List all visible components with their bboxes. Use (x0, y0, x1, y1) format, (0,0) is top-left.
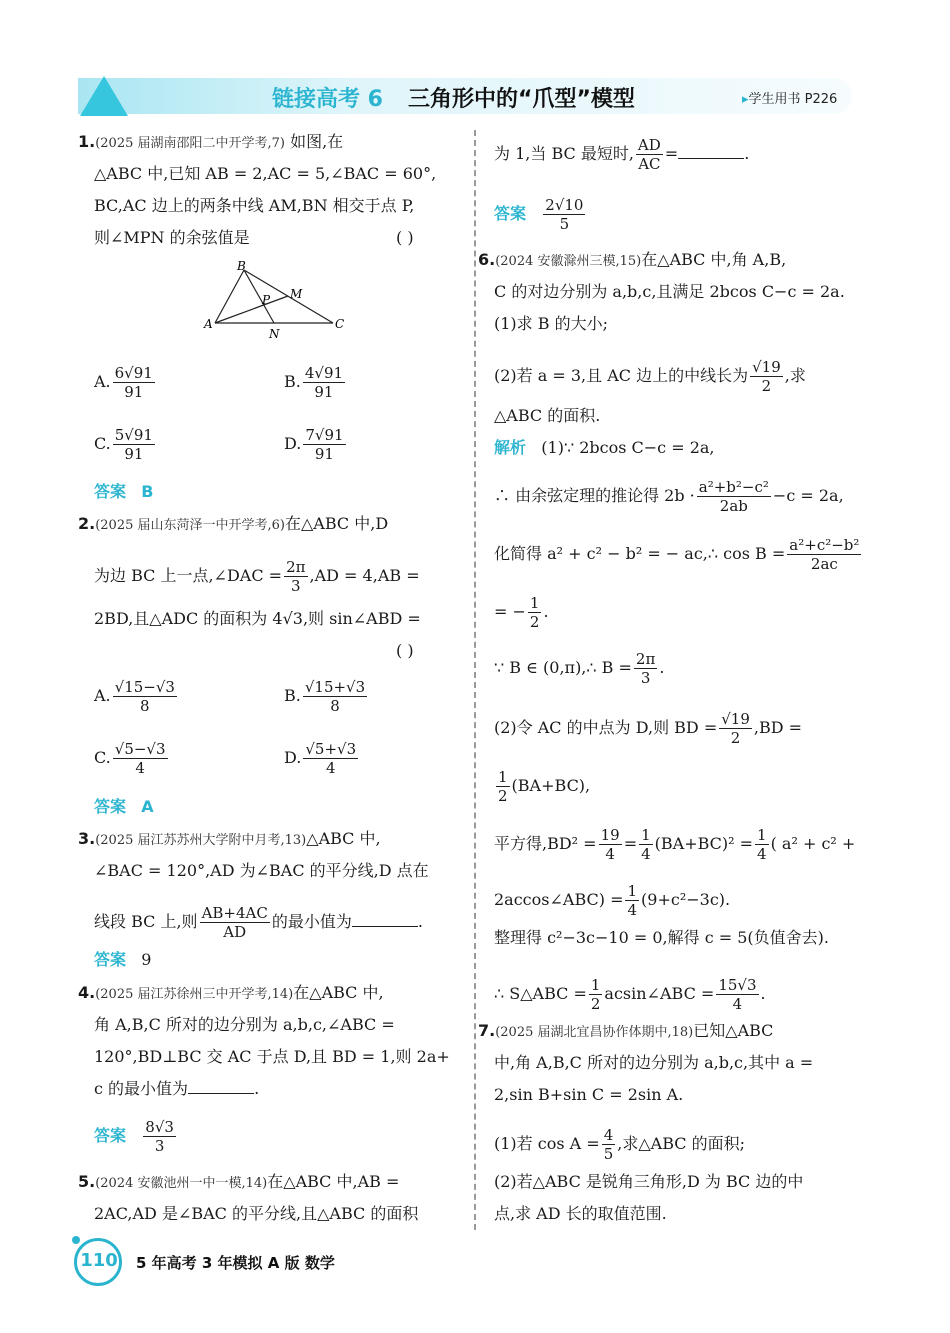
book-reference[interactable] (742, 88, 837, 107)
q2-line2: 为边 BC 上一点,∠DAC = $\frac{2\pi}{3}$ ,AD = 4,AB = (94, 558, 420, 595)
column-divider (474, 130, 476, 1230)
q4-line1: 4.(2025 届江苏徐州三中开学考,14)在△ABC 中, (78, 983, 384, 1002)
q6-sol-10: 整理得 c²−3c−10 = 0,解得 c = 5(负值舍去). (494, 928, 829, 947)
q6-line2: C 的对边分别为 a,b,c,且满足 2bcos C−c = 2a. (494, 282, 845, 301)
fig-label-c: C (335, 317, 345, 331)
q2-answer-paren: ( ) (396, 641, 414, 660)
q4-line4: c 的最小值为 . (94, 1079, 260, 1098)
q6-sol-11: ∴ S△ABC = $\frac{1}{2}$ acsin∠ABC = $\frac{15√3}{4}$ . (494, 976, 766, 1013)
q1-figure (200, 258, 350, 342)
q2-line3: 2BD,且△ADC 的面积为 4√3,则 sin∠ABD = (94, 609, 421, 628)
fig-label-p: P (262, 293, 271, 307)
q1-line3: BC,AC 边上的两条中线 AM,BN 相交于点 P, (94, 196, 415, 215)
q6-sol-9: 2accos∠ABC) = $\frac{1}{4}$ (9+c²−3c). (494, 882, 731, 919)
q6-sol-8: 平方得,BD² = $\frac{19}{4}$ = $\frac{1}{4}$ (BA+BC)² = $\frac{1}{4}$ ( a² + c² + (494, 826, 856, 863)
q4-line2: 角 A,B,C 所对的边分别为 a,b,c,∠ABC = (94, 1015, 395, 1034)
q6-sol-4: = − $\frac{1}{2}$ . (494, 594, 549, 631)
q5-line1: 5.(2024 安徽池州一中一模,14)在△ABC 中,AB = (78, 1172, 400, 1191)
q6-line5: △ABC 的面积. (494, 406, 601, 425)
q7-line1: 7.(2025 届湖北宜昌协作体期中,18)已知△ABC (478, 1021, 774, 1040)
section-title: 三角形中的“爪型”模型 (408, 87, 635, 112)
q6-line3: (1)求 B 的大小; (494, 314, 608, 333)
q1-answer: 答案 B (94, 482, 154, 501)
q5-line2: 2AC,AD 是∠BAC 的平分线,且△ABC 的面积 (94, 1204, 419, 1223)
q6-sol-7: $\frac{1}{2}$ (BA+BC), (498, 768, 591, 805)
q6-line4: (2)若 a = 3,且 AC 边上的中线长为 $\frac{√19}{2}$ ,求 (494, 358, 806, 395)
q3-line3: 线段 BC 上,则 $\frac{AB+4AC}{AD}$ 的最小值为 . (94, 904, 423, 941)
q6-sol-2: ∴ 由余弦定理的推论得 2b · $\frac{\text{a²+b²−c²}}{2ab}$ −c = 2a, (494, 478, 844, 515)
triangle-icon (80, 76, 128, 116)
q2-answer: 答案 A (94, 797, 154, 816)
q7-line5: (2)若△ABC 是锐角三角形,D 为 BC 边的中 (494, 1172, 804, 1191)
q1-answer-paren: ( ) (396, 228, 414, 247)
q1-line1: 1.(2025 届湖南邵阳二中开学考,7) 如图,在 (78, 132, 344, 151)
q3-line1: 3.(2025 届江苏苏州大学附中月考,13)△ABC 中, (78, 829, 381, 848)
arrow-icon: ▸ (742, 92, 749, 107)
q1-choice-b[interactable]: B. $\frac{4√91}{91}$ (284, 364, 344, 401)
section-label: 链接高考 6 (272, 87, 383, 112)
q2-choice-a[interactable]: A. $\frac{√15-√3}{8}$ (94, 678, 175, 715)
q3-line2: ∠BAC = 120°,AD 为∠BAC 的平分线,D 点在 (94, 861, 429, 880)
q7-line4: (1)若 cos A = $\frac{4}{5}$ ,求△ABC 的面积; (494, 1126, 745, 1163)
q5-answer: 答案 $\frac{2√10}{5}$ (494, 196, 584, 233)
q2-choice-c[interactable]: C. $\frac{√5-√3}{4}$ (94, 740, 166, 777)
fig-label-a: A (204, 317, 213, 331)
q2-choice-b[interactable]: B. $\frac{√15+√3}{8}$ (284, 678, 366, 715)
q3-answer: 答案 9 (94, 950, 152, 969)
book-title: 5 年高考 3 年模拟 A 版 数学 (136, 1254, 335, 1272)
q4-answer: 答案 $\frac{8√3}{3}$ (94, 1118, 174, 1155)
q6-sol-5: ∵ B ∈ (0,π),∴ B = $\frac{2\pi}{3}$ . (494, 650, 665, 687)
q2-line1: 2.(2025 届山东菏泽一中开学考,6)在△ABC 中,D (78, 514, 389, 533)
page-number: 110 (80, 1250, 118, 1271)
fig-label-b: B (237, 259, 246, 273)
q3-blank[interactable] (352, 912, 418, 927)
q2-choice-d[interactable]: D. $\frac{√5+√3}{4}$ (284, 740, 357, 777)
q5-blank[interactable] (678, 144, 744, 159)
q6-sol-1: 解析 (1)∵ 2bcos C−c = 2a, (494, 438, 715, 457)
q4-line3: 120°,BD⊥BC 交 AC 于点 D,且 BD = 1,则 2a+ (94, 1047, 450, 1066)
q1-line4: 则∠MPN 的余弦值是 (94, 228, 250, 247)
page-dot-icon (72, 1236, 80, 1244)
q6-line1: 6.(2024 安徽滁州三模,15)在△ABC 中,角 A,B, (478, 250, 787, 269)
q4-blank[interactable] (188, 1079, 254, 1094)
q1-choice-c[interactable]: C. $\frac{5√91}{91}$ (94, 426, 153, 463)
fig-label-m: M (290, 287, 303, 301)
fig-label-n: N (269, 327, 280, 341)
q5-line3: 为 1,当 BC 最短时, $\frac{AD}{AC}$ = . (494, 136, 750, 173)
q6-sol-3: 化简得 a² + c² − b² = − ac,∴ cos B = $\frac{\text{a²+c²−b²}}{2ac}$ (494, 536, 860, 573)
book-reference-text: 学生用书 P226 (748, 92, 838, 107)
q1-line2: △ABC 中,已知 AB = 2,AC = 5,∠BAC = 60°, (94, 164, 437, 183)
q7-line3: 2,sin B+sin C = 2sin A. (494, 1085, 684, 1104)
q1-choice-d[interactable]: D. $\frac{7√91}{91}$ (284, 426, 344, 463)
q1-choice-a[interactable]: A. $\frac{6√91}{91}$ (94, 364, 153, 401)
q6-sol-6: (2)令 AC 的中点为 D,则 BD = $\frac{√19}{2}$ ,BD = (494, 710, 803, 747)
q7-line2: 中,角 A,B,C 所对的边分别为 a,b,c,其中 a = (494, 1053, 814, 1072)
q7-line6: 点,求 AD 长的取值范围. (494, 1204, 667, 1223)
